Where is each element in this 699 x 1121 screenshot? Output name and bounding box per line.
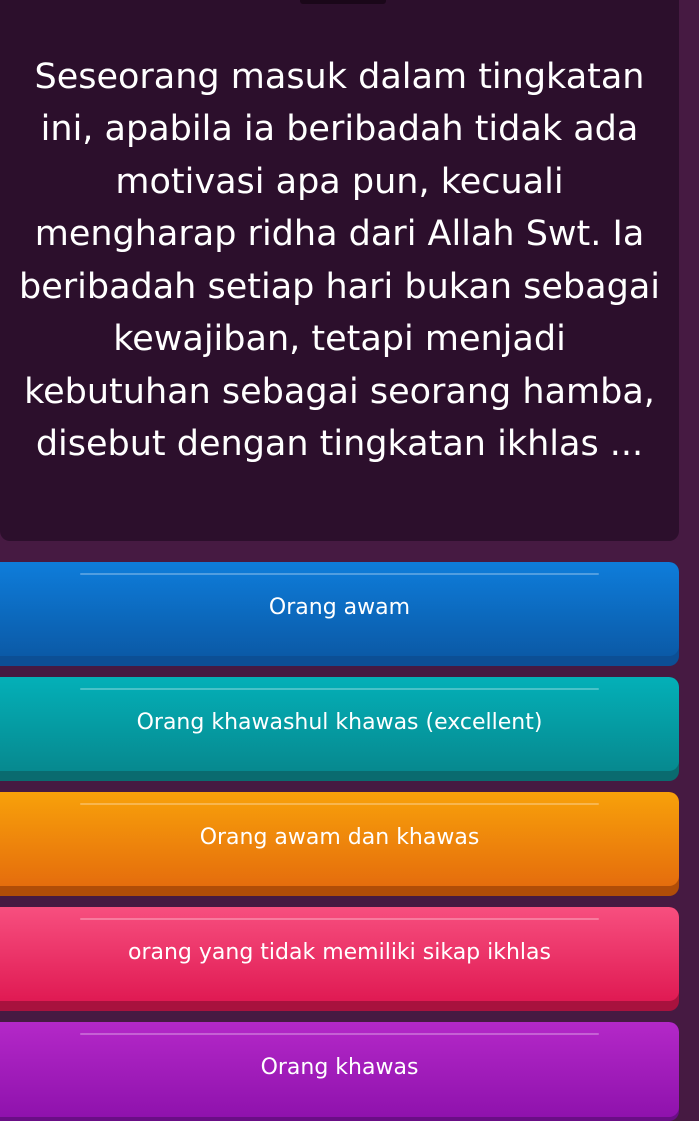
option-shine [80, 918, 599, 920]
answer-option-2-face[interactable] [0, 677, 679, 771]
answer-option-3[interactable] [0, 792, 679, 896]
option-shine [80, 1033, 599, 1035]
answer-option-4[interactable] [0, 907, 679, 1011]
answer-option-5-label: Orang khawas [260, 1055, 419, 1080]
answer-option-1[interactable] [0, 562, 679, 666]
answer-option-4-label: orang yang tidak memiliki sikap ikhlas [127, 939, 551, 965]
answer-option-1-label: Orang awam [268, 594, 411, 620]
answer-option-1-face[interactable] [0, 562, 679, 656]
answer-option-5[interactable] [0, 1022, 679, 1121]
question-card [0, 0, 679, 541]
answer-option-3-face[interactable] [0, 792, 679, 886]
question-text: Seseorang masuk dalam tingkatan ini, apabila ia beribadah tidak ada motivasi apa pun, kecuali mengharap ridha dari Allah Swt. Ia beribadah setiap hari bukan sebagai kewajiban, tetapi menjadi kebutuhan sebagai seorang hamba, disebut dengan tingkatan ikhlas ... [18, 56, 660, 464]
option-shine [80, 573, 599, 575]
option-shine [80, 803, 599, 805]
answer-option-2-label: Orang khawashul khawas (excellent) [136, 709, 543, 735]
answer-option-3-label: Orang awam dan khawas [199, 824, 480, 850]
answer-option-5-face[interactable] [0, 1022, 679, 1117]
answer-option-2[interactable] [0, 677, 679, 781]
answer-option-4-face[interactable] [0, 907, 679, 1001]
card-notch [300, 0, 386, 4]
option-shine [80, 688, 599, 690]
